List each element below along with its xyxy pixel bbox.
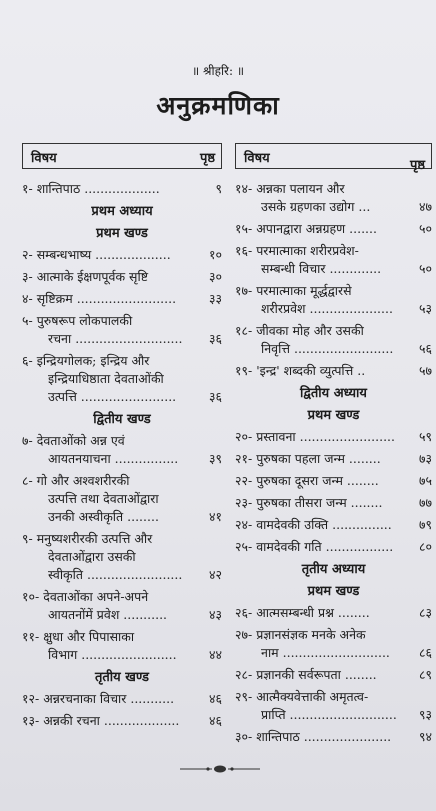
entry-page-number: ४६ [208, 691, 222, 706]
entry-page-number: ४६ [208, 713, 222, 728]
toc-entry [235, 220, 432, 238]
toc-entry [22, 290, 222, 308]
entry-title-continuation: प्राप्ति ........................... [261, 707, 397, 722]
subject-heading: विषय [244, 151, 270, 166]
toc-entry [235, 362, 432, 380]
entry-title: १८- जीवका मोह और उसकी [235, 323, 364, 338]
entry-page-number: ५० [418, 221, 432, 236]
entry-page-number: ७९ [418, 517, 432, 532]
divider-ornament-icon [178, 763, 262, 775]
entry-title-continuation: शरीरप्रवेश ..................... [261, 301, 393, 316]
entry-title: ५- पुरुषरूप लोकपालकी [22, 313, 133, 328]
toc-entry [22, 312, 222, 348]
section-heading: द्वितीय अध्याय [300, 386, 367, 401]
entry-page-number: ३६ [208, 389, 222, 404]
entry-title: ६- इन्द्रियगोलक; इन्द्रिय और [22, 353, 150, 368]
entry-title: ८- गो और अश्वशरीरकी [22, 473, 130, 488]
entry-title: २२- पुरुषका दूसरा जन्म ........ [235, 473, 379, 488]
toc-entry [22, 588, 222, 624]
entry-page-number: १० [208, 247, 222, 262]
toc-list [235, 180, 432, 746]
entry-title-continuation: निवृत्ति ......................... [261, 341, 394, 356]
entry-page-number: ७५ [418, 473, 432, 488]
toc-column-left [22, 143, 222, 734]
entry-title-continuation: इन्द्रियाधिष्ठाता देवताओंकी [48, 371, 164, 386]
entry-title: ७- देवताओंको अन्न एवं [22, 433, 125, 448]
entry-page-number: ५९ [418, 429, 432, 444]
entry-title: २१- पुरुषका पहला जन्म ........ [235, 451, 381, 466]
entry-page-number: ३३ [208, 291, 222, 306]
toc-entry [235, 728, 432, 746]
entry-page-number: ३० [208, 269, 222, 284]
page-heading: पृष्ठ [199, 151, 215, 166]
entry-title: १२- अन्नरचनाका विचार ........... [22, 691, 175, 706]
section-heading: प्रथम खण्ड [96, 226, 148, 241]
toc-entry [22, 628, 222, 664]
section-heading: प्रथम खण्ड [307, 584, 360, 599]
toc-entry [235, 472, 432, 490]
section-heading: द्वितीय खण्ड [93, 412, 151, 427]
entry-title: १- शान्तिपाठ ................... [22, 181, 160, 196]
entry-page-number: ४३ [208, 607, 222, 622]
entry-page-number: ९३ [418, 707, 432, 722]
toc-entry [22, 432, 222, 468]
invocation-line: ॥ श्रीहरि: ॥ [191, 64, 245, 78]
entry-page-number: ७३ [418, 451, 432, 466]
toc-entry [22, 472, 222, 526]
entry-title: २९- आत्मैक्यवेत्ताकी अमृतत्व- [235, 689, 369, 704]
section-heading: तृतीय खण्ड [94, 670, 150, 685]
entry-title-continuation: उसके ग्रहणका उद्योग ... [261, 199, 371, 214]
column-header [235, 143, 432, 173]
entry-title: १०- देवताओंका अपने-अपने [22, 589, 149, 604]
entry-title: १७- परमात्माका मूर्द्धद्वारसे [235, 283, 352, 298]
section-heading: प्रथम अध्याय [91, 204, 153, 219]
entry-page-number: ४२ [208, 567, 222, 582]
entry-page-number: ५३ [418, 301, 432, 316]
entry-title: २३- पुरुषका तीसरा जन्म ........ [235, 495, 383, 510]
entry-title: १५- अपानद्वारा अन्नग्रहण ....... [235, 221, 377, 236]
toc-entry [235, 428, 432, 446]
entry-title: १९- 'इन्द्र' शब्दकी व्युत्पत्ति .. [235, 363, 366, 378]
toc-entry [235, 538, 432, 556]
entry-title: २- सम्बन्धभाष्य ................... [22, 247, 171, 262]
toc-entry [235, 322, 432, 358]
entry-title: ९- मनुष्यशरीरकी उत्पत्ति और [22, 531, 153, 546]
entry-title-continuation: आयतनोंमें प्रवेश ........... [48, 607, 168, 622]
entry-page-number: ८३ [418, 605, 432, 620]
page-title: अनुक्रमणिका [156, 91, 280, 120]
entry-title: २६- आत्मसम्बन्धी प्रश्न ........ [235, 605, 370, 620]
entry-page-number: ९ [215, 181, 222, 196]
entry-page-number: ३९ [208, 451, 222, 466]
toc-entry [22, 690, 222, 708]
entry-title-continuation: स्वीकृति ........................ [48, 567, 183, 582]
toc-entry [235, 494, 432, 512]
entry-title: ११- क्षुधा और पिपासाका [22, 629, 135, 644]
column-header [22, 143, 222, 169]
entry-title: २०- प्रस्तावना ........................ [235, 429, 395, 444]
toc-list [22, 180, 222, 730]
entry-title: ३- आत्माके ईक्षणपूर्वक सृष्टि [22, 269, 149, 284]
entry-title: २४- वामदेवकी उक्ति ............... [235, 517, 392, 532]
entry-page-number: ५६ [418, 341, 432, 356]
entry-page-number: ८९ [418, 667, 432, 682]
entry-title-continuation: उनकी अस्वीकृति ........ [48, 509, 159, 524]
toc-entry [235, 450, 432, 468]
toc-entry [22, 530, 222, 584]
toc-entry [22, 352, 222, 406]
toc-entry [22, 712, 222, 730]
section-heading: प्रथम खण्ड [307, 408, 360, 423]
toc-entry [22, 246, 222, 264]
toc-entry [22, 180, 222, 198]
toc-entry [235, 604, 432, 622]
section-heading: तृतीय अध्याय [301, 562, 366, 577]
entry-title: १४- अन्नका पलायन और [235, 181, 345, 196]
toc-entry [235, 626, 432, 662]
entry-title-continuation: विभाग ........................ [48, 647, 177, 662]
toc-column-right [235, 143, 432, 750]
entry-title: २८- प्रज्ञानकी सर्वरूपता ........ [235, 667, 377, 682]
entry-page-number: ३६ [208, 331, 222, 346]
entry-title: ३०- शान्तिपाठ ...................... [235, 729, 392, 744]
entry-title-continuation: नाम ........................... [261, 645, 390, 660]
entry-title-continuation: देवताओंद्वारा उसकी [48, 549, 136, 564]
entry-page-number: ७७ [418, 495, 432, 510]
entry-title: ४- सृष्टिक्रम ......................... [22, 291, 177, 306]
entry-title: २५- वामदेवकी गति ................. [235, 539, 394, 554]
page-heading: पृष्ठ [409, 158, 425, 173]
toc-entry [235, 282, 432, 318]
subject-heading: विषय [31, 151, 57, 166]
entry-page-number: ४१ [208, 509, 222, 524]
entry-page-number: ५७ [418, 363, 432, 378]
entry-title-continuation: आयतनयाचना ................ [48, 451, 179, 466]
entry-page-number: ४४ [208, 647, 222, 662]
toc-entry [235, 242, 432, 278]
entry-page-number: ४७ [418, 199, 432, 214]
entry-title: १६- परमात्माका शरीरप्रवेश- [235, 243, 359, 258]
entry-title-continuation: उत्पत्ति तथा देवताओंद्वारा [48, 491, 159, 506]
toc-entry [22, 268, 222, 286]
entry-page-number: ९४ [418, 729, 432, 744]
toc-entry [235, 516, 432, 534]
entry-page-number: ८६ [418, 645, 432, 660]
entry-page-number: ५० [418, 261, 432, 276]
entry-title: २७- प्रज्ञानसंज्ञक मनके अनेक [235, 627, 366, 642]
entry-title-continuation: सम्बन्धी विचार ............. [261, 261, 382, 276]
toc-entry [235, 666, 432, 684]
entry-page-number: ८० [418, 539, 432, 554]
entry-title-continuation: उत्पत्ति ........................ [48, 389, 177, 404]
toc-entry [235, 180, 432, 216]
toc-entry [235, 688, 432, 724]
entry-title-continuation: रचना ........................... [48, 331, 183, 346]
entry-title: १३- अन्नकी रचना ................... [22, 713, 180, 728]
